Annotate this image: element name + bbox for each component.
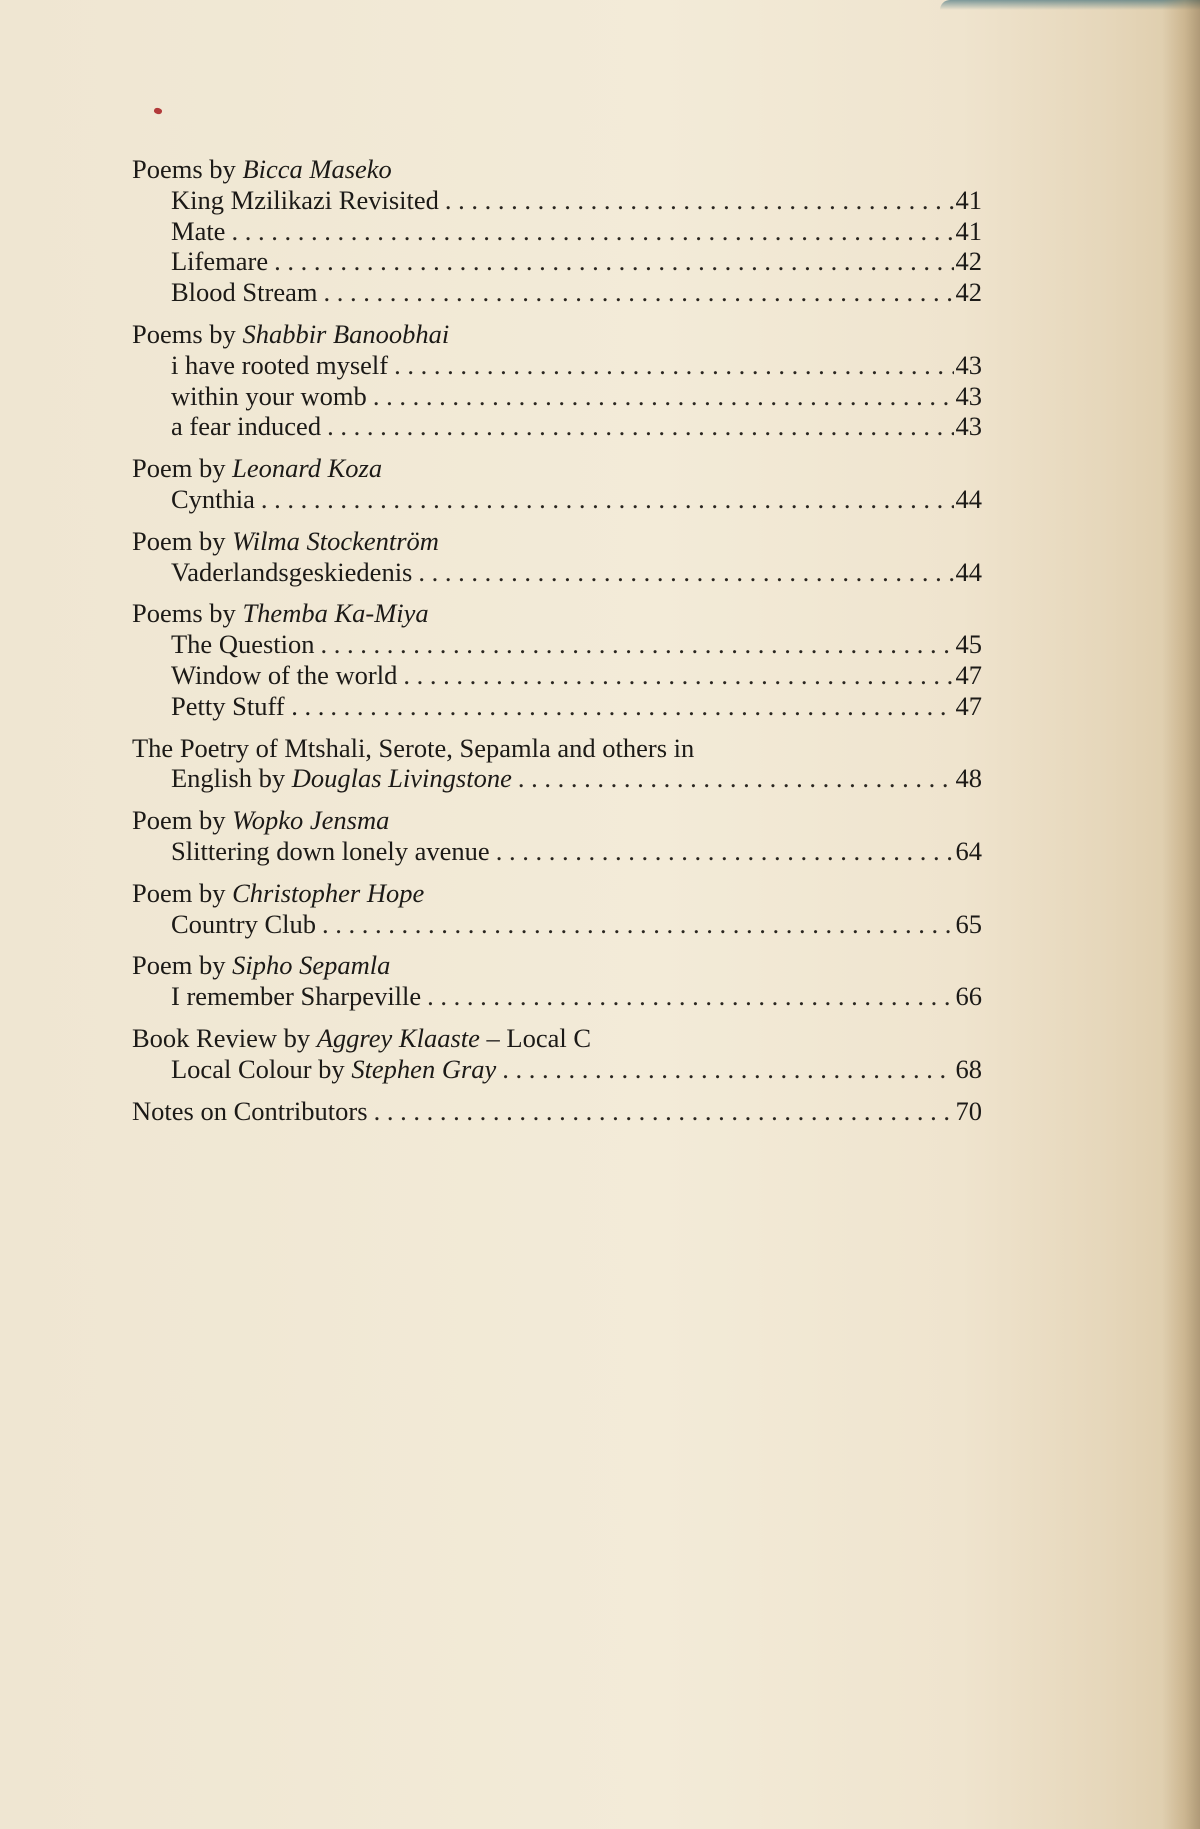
entry-title-text: Local Colour by — [171, 1053, 352, 1084]
entry-page-number: 66 — [955, 981, 982, 1012]
toc-entry — [132, 660, 982, 691]
dot-leader — [502, 1054, 953, 1085]
dot-leader — [394, 350, 953, 381]
toc-entry — [132, 185, 982, 216]
dot-leader — [374, 1096, 954, 1127]
heading-author: Wilma Stockentröm — [232, 525, 439, 556]
toc-entry — [132, 350, 982, 381]
toc-entry — [132, 1096, 982, 1127]
dot-leader — [327, 411, 953, 442]
toc-heading — [132, 1023, 982, 1054]
heading-author: Wopko Jensma — [232, 805, 390, 836]
entry-title: Slittering down lonely avenue — [171, 835, 490, 866]
entry-title: Country Club — [171, 908, 317, 939]
toc-heading — [132, 950, 982, 981]
entry-page-number: 44 — [955, 483, 982, 514]
entry-title: King Mzilikazi Revisited — [171, 184, 439, 215]
entry-title: Mate — [171, 215, 226, 246]
heading-prefix: Poem by — [132, 525, 233, 556]
entry-page-number: 42 — [955, 246, 982, 277]
entry-title: within your womb — [171, 380, 367, 411]
entry-title: Cynthia — [171, 483, 255, 514]
heading-author: Bicca Maseko — [242, 154, 392, 184]
entry-title: i have rooted myself — [171, 349, 389, 380]
entry-title — [171, 763, 518, 794]
dot-leader — [330, 691, 953, 722]
entry-page-number: 42 — [955, 277, 982, 308]
entry-page-number: 41 — [955, 215, 982, 246]
dot-leader — [321, 629, 954, 660]
toc-entry — [132, 836, 982, 867]
toc-entry — [132, 411, 982, 442]
heading-author: Shabbir Banoobhai — [242, 318, 450, 349]
toc-entry — [132, 484, 982, 515]
entry-page-number: 43 — [955, 411, 982, 442]
toc-entry — [132, 981, 982, 1012]
heading-prefix: Poems by — [132, 598, 243, 629]
toc-heading — [132, 319, 982, 350]
heading-prefix: Poem by — [132, 453, 233, 484]
dot-leader — [261, 484, 954, 515]
entry-title: Vaderlandsgeskiedenis — [171, 556, 413, 587]
heading-prefix: The Poetry of Mtshali, Serote, Sepamla and others in — [132, 732, 695, 763]
entry-page-number: 45 — [955, 629, 982, 660]
dot-leader — [274, 246, 953, 277]
toc-entry — [132, 381, 982, 412]
entry-page-number: 44 — [955, 556, 982, 587]
toc-heading — [132, 526, 982, 557]
toc-entry — [132, 1054, 982, 1085]
toc-heading — [132, 805, 982, 836]
heading-suffix: – Local C — [479, 1022, 592, 1053]
dot-leader — [231, 216, 953, 247]
entry-page-number: 68 — [955, 1053, 982, 1084]
toc-heading — [132, 878, 982, 909]
toc-group-book-review — [132, 1023, 982, 1085]
entry-page-number: 48 — [955, 763, 982, 794]
toc-entry — [132, 763, 982, 794]
heading-prefix: Poems by — [132, 318, 243, 349]
entry-page-number: 70 — [955, 1095, 982, 1126]
toc-group-notes — [132, 1096, 982, 1127]
toc-heading — [132, 598, 982, 629]
entry-title: a fear induced — [171, 411, 322, 442]
toc-group-themba-ka-miya — [132, 598, 982, 721]
dot-leader — [373, 381, 954, 412]
dot-leader — [445, 185, 954, 216]
toc-group-shabbir-banoobhai — [132, 319, 982, 442]
dot-leader — [427, 981, 953, 1012]
entry-page-number: 64 — [955, 835, 982, 866]
toc-group-wilma-stockentrom — [132, 526, 982, 588]
dot-leader — [496, 836, 954, 867]
entry-title: Petty Stuff . . . — [171, 690, 325, 721]
toc-entry — [132, 691, 982, 722]
entry-title-author: Douglas Livingstone — [291, 763, 512, 794]
toc-heading — [132, 154, 982, 185]
toc-entry — [132, 246, 982, 277]
toc-group-sipho-sepamla — [132, 950, 982, 1012]
entry-title: Blood Stream — [171, 277, 318, 308]
toc-entry — [132, 629, 982, 660]
entry-title: I remember Sharpeville — [171, 981, 422, 1012]
entry-title-text: English by — [171, 763, 292, 794]
dot-leader — [403, 660, 953, 691]
heading-author: Christopher Hope — [232, 877, 425, 908]
toc-group-poetry-essay — [132, 733, 982, 795]
toc-group-leonard-koza — [132, 453, 982, 515]
entry-title-author: Stephen Gray — [351, 1053, 497, 1084]
spine-shadow — [1162, 0, 1200, 1829]
entry-title: Notes on Contributors — [132, 1095, 368, 1126]
heading-prefix: Book Review by — [132, 1022, 317, 1053]
entry-page-number: 65 — [955, 908, 982, 939]
toc-group-wopko-jensma — [132, 805, 982, 867]
heading-author: Sipho Sepamla — [232, 950, 391, 981]
toc-entry — [132, 216, 982, 247]
page-top-edge — [940, 0, 1200, 10]
heading-prefix: Poem by — [132, 877, 233, 908]
heading-author: Leonard Koza — [232, 453, 383, 484]
heading-prefix: Poem by — [132, 950, 233, 981]
toc-group-bicca-maseko — [132, 154, 982, 308]
toc-entry — [132, 557, 982, 588]
dot-leader — [518, 763, 954, 794]
toc-entry — [132, 277, 982, 308]
dot-leader — [323, 277, 953, 308]
toc-entry — [132, 909, 982, 940]
entry-page-number: 47 — [955, 659, 982, 690]
toc-group-christopher-hope — [132, 878, 982, 940]
heading-prefix: Poem by — [132, 805, 233, 836]
table-of-contents — [132, 154, 982, 1137]
entry-page-number: 43 — [955, 349, 982, 380]
toc-heading — [132, 453, 982, 484]
heading-author: Themba Ka-Miya — [242, 598, 429, 629]
dot-leader — [322, 909, 953, 940]
red-ink-mark — [153, 107, 163, 115]
heading-prefix: Poems by — [132, 154, 243, 184]
entry-title: The Question — [171, 629, 315, 660]
entry-page-number: 41 — [955, 184, 982, 215]
entry-page-number: 47 — [955, 690, 982, 721]
heading-author: Aggrey Klaaste — [316, 1022, 480, 1053]
toc-heading — [132, 733, 982, 764]
entry-page-number: 43 — [955, 380, 982, 411]
entry-title: Lifemare — [171, 246, 269, 277]
dot-leader — [418, 557, 953, 588]
entry-title: Window of the world — [171, 659, 398, 690]
entry-title — [171, 1054, 502, 1085]
